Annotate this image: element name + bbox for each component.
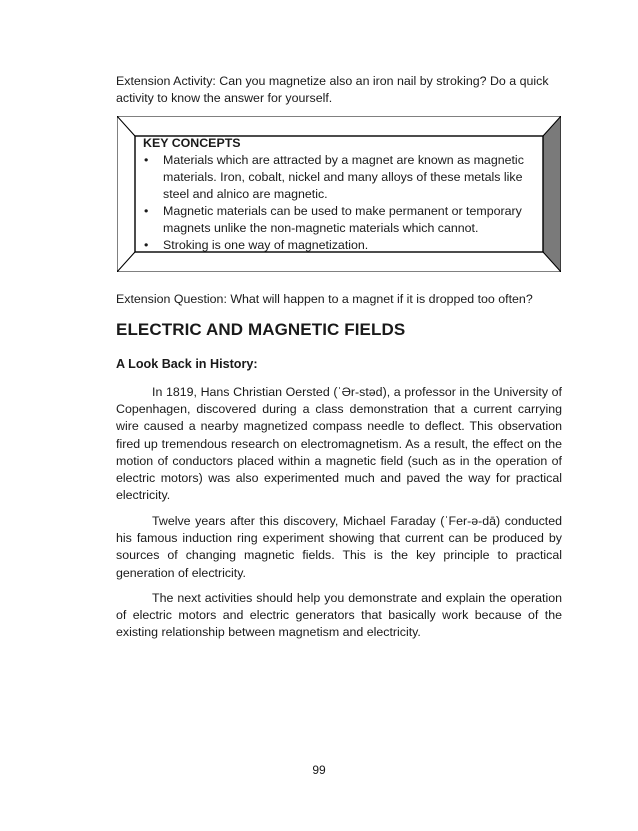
- list-item: [143, 203, 541, 237]
- section-title: ELECTRIC AND MAGNETIC FIELDS: [116, 320, 406, 339]
- paragraph-text: In 1819, Hans Christian Oersted (ˈƏr-stəd), a professor in the University of Copenhagen, discovered during a class demonstration that a current carrying wire caused a nearby magnetized compass needle to deflect. This observation fired up tremendous research on electromagnetism. As a result, the effect on the motion of conductors placed within a magnetic field (such as in the operation of electric motors) was also experimented much and paved the way for practical electricity.: [116, 385, 562, 503]
- paragraph-oersted: [116, 384, 562, 504]
- list-item: [143, 152, 541, 203]
- key-concepts-title: KEY CONCEPTS: [143, 136, 241, 150]
- bullet-glyph: •: [144, 238, 149, 252]
- paragraph-faraday: [116, 513, 562, 582]
- paragraph-text: The next activities should help you demonstrate and explain the operation of electric motors and electric generators that basically work because of the existing relationship between magnetism and electricity.: [116, 591, 562, 640]
- page-number: 99: [312, 763, 326, 777]
- paragraph-text: Twelve years after this discovery, Michael Faraday (ˈFer-ə-dā) conducted his famous induction ring experiment showing that current can be produced by sources of changing magnetic fields. This is the key principle to practical generation of electricity.: [116, 514, 562, 580]
- bullet-glyph: •: [144, 204, 149, 218]
- key-concepts-list: [143, 152, 541, 254]
- subheading: A Look Back in History:: [116, 357, 258, 371]
- paragraph-next-activities: [116, 590, 562, 642]
- extension-question: Extension Question: What will happen to a magnet if it is dropped too often?: [116, 292, 533, 306]
- bullet-glyph: •: [144, 153, 149, 167]
- list-item-text: Stroking is one way of magnetization.: [163, 238, 369, 252]
- list-item-text: Materials which are attracted by a magnet are known as magnetic materials. Iron, cobalt, nickel and many alloys of these metals like steel and alnico are magnetic.: [163, 153, 524, 201]
- extension-activity: Extension Activity: Can you magnetize also an iron nail by stroking? Do a quick activity to know the answer for yourself.: [116, 74, 549, 106]
- list-item-text: Magnetic materials can be used to make permanent or temporary magnets unlike the non-magnetic materials which cannot.: [163, 204, 522, 235]
- list-item: [143, 237, 541, 254]
- key-concepts-box: [143, 135, 541, 254]
